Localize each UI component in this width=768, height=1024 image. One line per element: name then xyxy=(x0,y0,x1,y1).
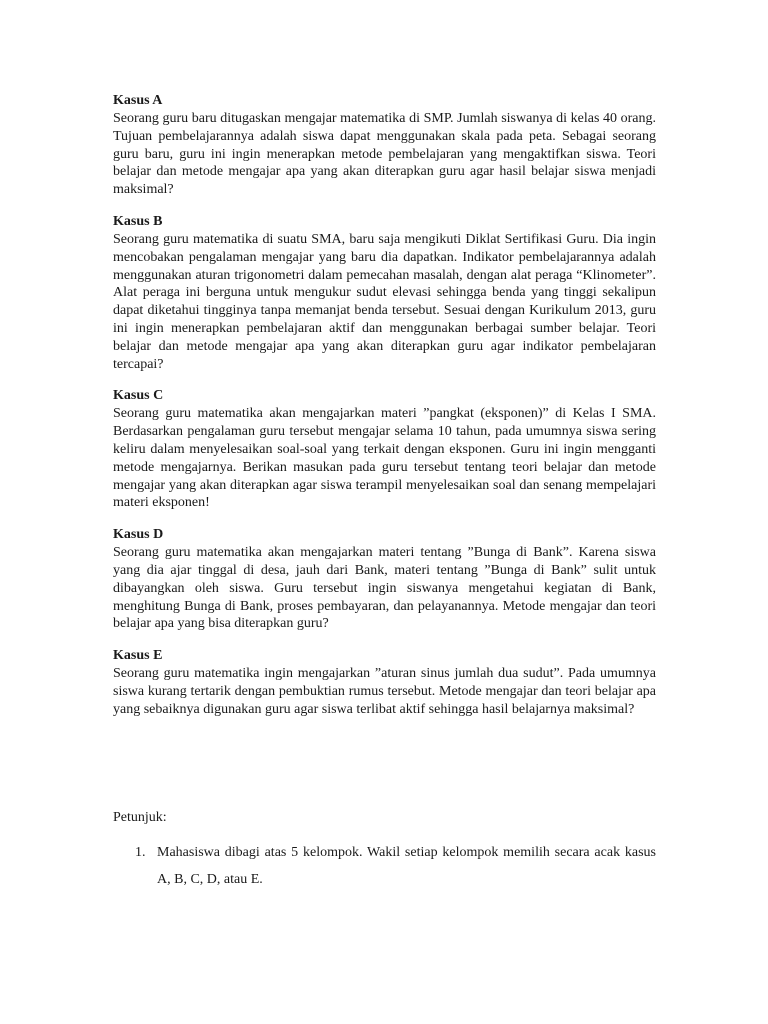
list-item xyxy=(113,839,656,893)
case-title: Kasus B xyxy=(113,213,163,229)
case-b xyxy=(113,213,656,373)
case-title: Kasus C xyxy=(113,388,164,404)
case-title: Kasus D xyxy=(113,527,164,543)
case-body: Seorang guru matematika akan mengajarkan materi ”pangkat (eksponen)” di Kelas I SMA. Berdasarkan pengalaman guru tersebut mengajar selama 10 tahun, pada umumnya siswa sering keliru dalam menyelesaikan soal-soal yang terkait dengan eksponen. Guru ini ingin mengganti metode mengajarnya. Berikan masukan pada guru tersebut tentang teori belajar dan metode mengajar yang akan diterapkan agar siswa terampil menyelesaikan soal dan senang mempelajari materi eksponen! xyxy=(113,406,656,511)
document-page xyxy=(113,92,656,893)
case-body: Seorang guru matematika di suatu SMA, baru saja mengikuti Diklat Sertifikasi Guru. Dia ingin mencobakan pengalaman mengajar yang baru dia dapatkan. Indikator pembelajarannya adalah menggunakan aturan trigonometri dalam pemecahan masalah, dengan alat peraga “Klinometer”. Alat peraga ini berguna untuk mengukur sudut elevasi sehingga benda yang tinggi sekalipun dapat diketahui tingginya tanpa memanjat benda tersebut. Sesuai dengan Kurikulum 2013, guru ini ingin menerapkan pembelajaran aktif dan menggunakan berbagai sumber belajar. Teori belajar dan metode mengajar apa yang akan diterapkan guru agar indikator pembelajaran tercapai? xyxy=(113,231,656,372)
case-a xyxy=(113,92,656,199)
list-item-number: 1. xyxy=(135,844,146,860)
instructions-heading: Petunjuk: xyxy=(113,809,167,825)
case-title: Kasus E xyxy=(113,648,163,664)
instructions-list xyxy=(113,839,656,893)
list-item-text: Mahasiswa dibagi atas 5 kelompok. Wakil setiap kelompok memilih secara acak kasus A, B, C, D, atau E. xyxy=(157,844,656,887)
case-d xyxy=(113,526,656,633)
case-e xyxy=(113,647,656,718)
case-body: Seorang guru matematika ingin mengajarkan ”aturan sinus jumlah dua sudut”. Pada umumnya siswa kurang tertarik dengan pembuktian rumus tersebut. Metode mengajar dan teori belajar apa yang sebaiknya digunakan guru agar siswa terlibat aktif sehingga hasil belajarnya maksimal? xyxy=(113,666,656,717)
blank-space xyxy=(113,733,656,809)
case-title: Kasus A xyxy=(113,93,163,108)
case-c xyxy=(113,387,656,512)
case-body: Seorang guru matematika akan mengajarkan materi tentang ”Bunga di Bank”. Karena siswa yang dia ajar tinggal di desa, jauh dari Bank, materi tentang ”Bunga di Bank” sulit untuk dibayangkan oleh siswa. Guru tersebut ingin siswanya mengetahui kegiatan di Bank, menghitung Bunga di Bank, proses pembayaran, dan pelayanannya. Metode mengajar dan teori belajar apa yang bisa diterapkan guru? xyxy=(113,545,656,632)
case-body: Seorang guru baru ditugaskan mengajar matematika di SMP. Jumlah siswanya di kelas 40 orang. Tujuan pembelajarannya adalah siswa dapat menggunakan skala pada peta. Sebagai seorang guru baru, guru ini ingin menerapkan metode pembelajaran yang mengaktifkan siswa. Teori belajar dan metode mengajar apa yang akan diterapkan guru agar hasil belajar siswa menjadi maksimal? xyxy=(113,111,656,198)
